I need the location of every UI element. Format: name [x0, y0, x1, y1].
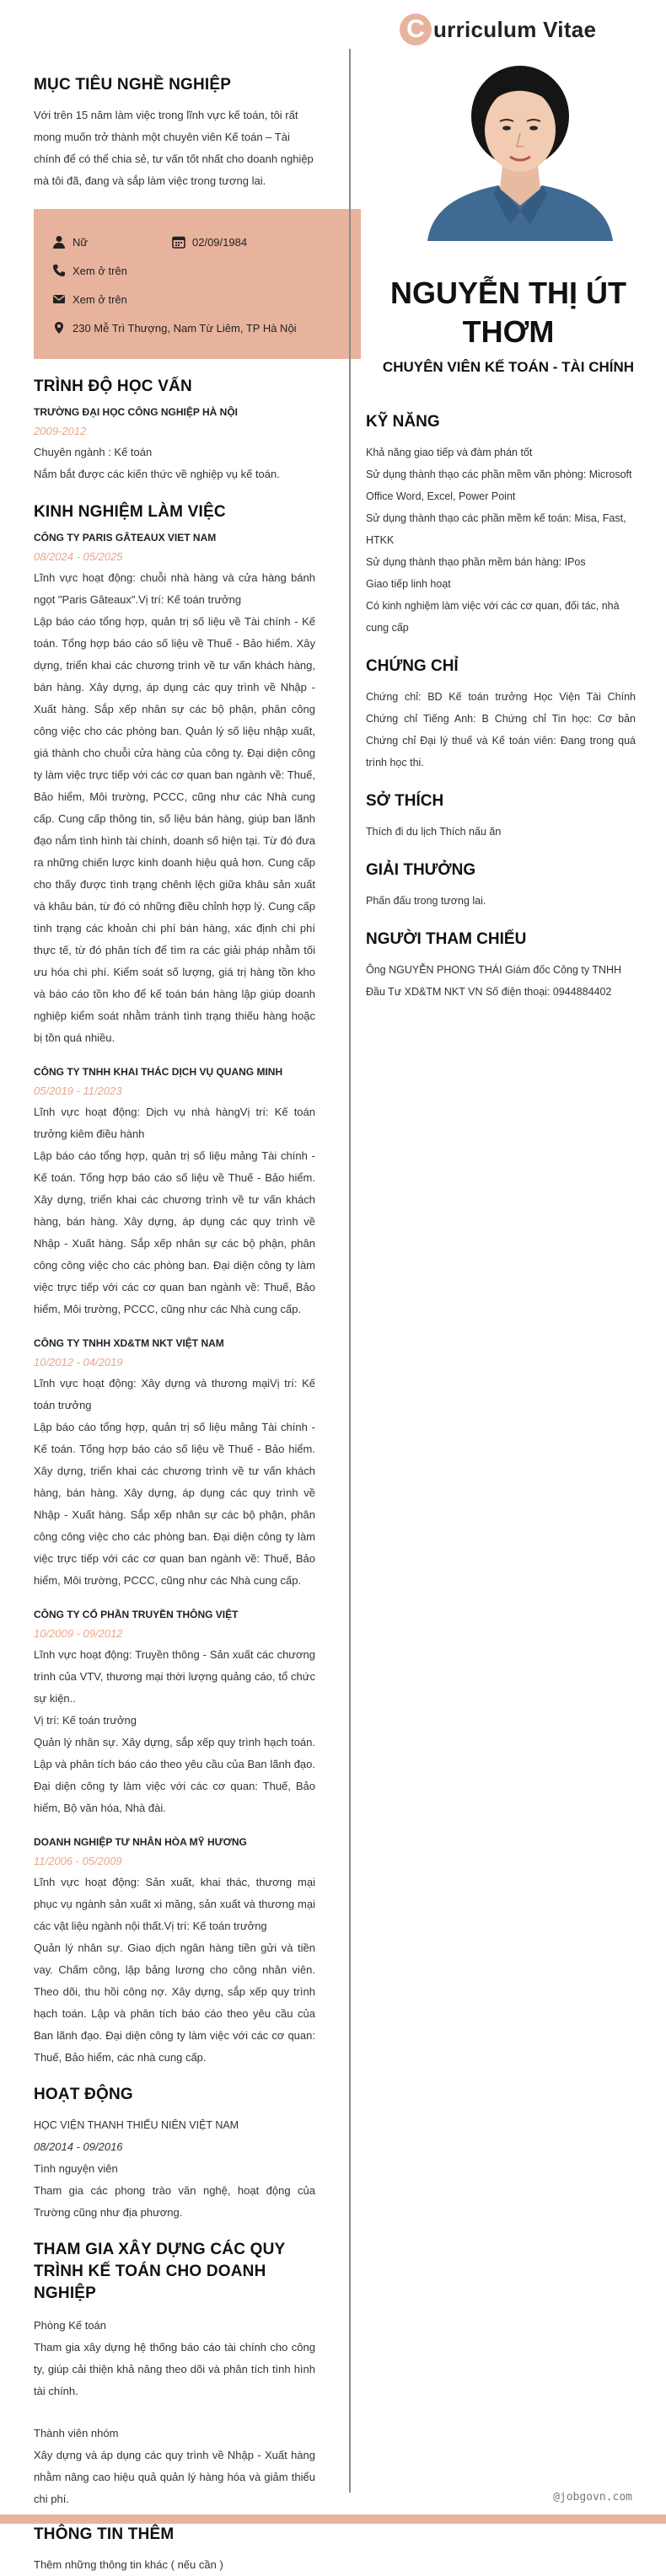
location-pin-icon: [52, 321, 66, 335]
experience-dates: 10/2012 - 04/2019: [34, 1356, 123, 1368]
education-section: [0, 378, 349, 501]
objective-title: MỤC TIÊU NGHỀ NGHIỆP: [34, 76, 232, 94]
awards-title: GIẢI THƯỞNG: [366, 861, 476, 879]
column-divider: [349, 49, 351, 2493]
skill-item: Khả năng giao tiếp và đàm phán tốt: [366, 447, 533, 458]
company-name: CÔNG TY PARIS GÂTEAUX VIET NAM: [34, 532, 217, 544]
experience-desc: Lĩnh vực hoạt động: Dịch vụ nhà hàngVị trí: Kế toán trưởng kiêm điều hành Lập báo cáo tổng hợp, quản trị số liệu mảng Tài chính - Kế toán. Tổng hợp báo cáo số liệu về Thuế - Bảo hiểm. Xây dựng, triển khai các chương trình về tư vấn khách hàng, bán hàng. Xây dựng, áp dụng các quy trình về Nhập - Xuất hàng. Sắp xếp nhân sự các bộ phận, phân công công việc cho các phòng ban. Đại diện công ty làm việc trực tiếp với các cơ quan ban ngành về: Thuế, Bảo hiểm, Môi trường, PCCC, cũng như các Nhà cung cấp.: [34, 1106, 315, 1315]
address-value: 230 Mễ Trì Thượng, Nam Từ Liêm, TP Hà Nội: [73, 321, 297, 335]
awards-section: [366, 861, 636, 912]
awards-text: Phấn đấu trong tương lai.: [366, 895, 486, 907]
job-title: CHUYÊN VIÊN KẾ TOÁN - TÀI CHÍNH: [382, 359, 635, 375]
other-info-text: Thêm những thông tin khác ( nếu cần ): [34, 2558, 223, 2571]
other-info-title: THÔNG TIN THÊM: [34, 2525, 175, 2543]
skill-item: Sử dụng thành thạo các phần mềm kế toán: Misa, Fast, HTKK: [366, 512, 626, 546]
certificates-section: [366, 657, 636, 774]
skills-section: [366, 413, 636, 639]
full-name: NGUYỄN THỊ ÚT THƠM: [389, 276, 626, 349]
contact-email: [52, 292, 127, 306]
activity-org: HỌC VIỆN THANH THIẾU NIÊN VIỆT NAM: [34, 2119, 239, 2131]
references-section: [366, 930, 636, 1003]
site-watermark: @jobgovn.com: [553, 2491, 632, 2504]
company-name: CÔNG TY TNHH KHAI THÁC DỊCH VỤ QUANG MINH: [34, 1066, 283, 1078]
experience-desc: Lĩnh vực hoạt động: Xây dựng và thương mạiVị trí: Kế toán trưởng Lập báo cáo tổng hợp, quản trị số liệu mảng Tài chính - Kế toán. Tổng hợp báo cáo số liệu về Thuế - Bảo hiểm. Xây dựng, triển khai các chương trình về tư vấn khách hàng, bán hàng. Xây dựng, áp dụng các quy trình về Nhập - Xuất hàng. Sắp xếp nhân sự các bộ phận, phân công công việc cho các phòng ban. Đại diện công ty làm việc trực tiếp với các cơ quan ban ngành về: Thuế, Bảo hiểm, Môi trường, PCCC, cũng như các Nhà cung cấp.: [34, 1377, 315, 1587]
skill-item: Sử dụng thành thạo các phần mềm văn phòng: Microsoft Office Word, Excel, Power Point: [366, 469, 632, 502]
school-name: TRƯỜNG ĐẠI HỌC CÔNG NGHIỆP HÀ NỘI: [34, 406, 238, 418]
activity-desc: Tham gia các phong trào văn nghệ, hoạt động của Trường cũng như địa phương.: [34, 2184, 315, 2219]
hobbies-section: [366, 792, 636, 843]
bottom-accent-band: [0, 2514, 666, 2524]
company-name: DOANH NGHIỆP TƯ NHÂN HÒA MỸ HƯƠNG: [34, 1836, 247, 1848]
birthday-value: 02/09/1984: [192, 235, 248, 249]
experience-title: KINH NGHIỆM LÀM VIỆC: [34, 503, 226, 521]
portrait-image: [416, 57, 625, 241]
experience-section: [0, 503, 349, 2576]
education-entry: [34, 406, 315, 485]
experience-dates: 10/2009 - 09/2012: [34, 1627, 123, 1640]
education-dates: 2009-2012: [34, 425, 87, 437]
process-role: Phòng Kế toán: [34, 2319, 107, 2332]
experience-desc: Lĩnh vực hoạt động: chuỗi nhà hàng và cửa hàng bánh ngọt "Paris Gâteaux".Vị trí: Kế toán trưởng Lập báo cáo tổng hợp, quản trị số liệu về Tài chính - Kế toán. Tổng hợp báo cáo số liệu về Thuế - Bảo hiểm. Xây dựng, triển khai các chương trình về tư vấn khách hàng, bán hàng. Xây dựng, áp dụng các quy trình về Nhập - Xuất hàng. Sắp xếp nhân sự các bộ phận, phân công công việc cho các phòng ban. Quản lý số liệu nhập xuất, giá thành cho chuỗi cửa hàng của công ty. Đại diện công ty làm việc trực tiếp với các cơ quan ban ngành về: Thuế, Bảo hiểm, Môi trường, PCCC, cũng như các Nhà cung cấp. Cung cấp thông tin, số liệu bán hàng, giúp ban lãnh đạo nắm tình hình tài chính, doanh số hiện tại. Từ đó đưa ra những chiến lược kinh doanh hiệu quả hơn. Cung cấp cho thấy được tình trạng chênh lệch giữa khâu sản xuất và khâu bán, từ đó có những điều chỉnh hợp lý. Cung cấp tình trạng các khoản chi phí bán hàng, xác định chi phí thực tế, từ đó phân tích để tìm ra các giải pháp nhằm tối ưu hóa chi phí. Kiểm soát số lượng, giá trị hàng tồn kho và báo cáo tồn kho để kế toán bán hàng lập giúp doanh nghiệp kiểm soát nhằm tránh tình trạng thiếu hàng hoặc bị tồn quá nhiều.: [34, 571, 315, 1044]
certificates-text: Chứng chỉ: BD Kế toán trưởng Học Viện Tài Chính Chứng chỉ Tiếng Anh: B Chứng chỉ Tin học: Cơ bản Chứng chỉ Đại lý thuế và Kế toán viên: Đang trong quá trình học thi.: [366, 691, 636, 769]
experience-entry: [34, 1337, 315, 1592]
company-name: CÔNG TY CỔ PHẦN TRUYỀN THÔNG VIỆT: [34, 1609, 239, 1620]
contact-box: [34, 209, 361, 359]
contact-gender: [52, 235, 172, 249]
experience-dates: 05/2019 - 11/2023: [34, 1084, 122, 1097]
email-value: Xem ở trên: [73, 292, 127, 306]
right-column: [366, 413, 636, 1021]
email-icon: [52, 292, 66, 306]
activities-title: HOẠT ĐỘNG: [34, 2086, 133, 2103]
logo-letter: C: [400, 13, 432, 46]
experience-entry: [34, 1609, 315, 1819]
phone-icon: [52, 264, 66, 277]
contact-address: [52, 321, 297, 335]
activity-role: Tình nguyện viên: [34, 2162, 118, 2175]
process-entry: [34, 2315, 315, 2402]
objective-section: [0, 76, 349, 192]
logo-text: urriculum Vitae: [433, 16, 597, 42]
contact-birthday: [172, 235, 247, 249]
references-title: NGƯỜI THAM CHIẾU: [366, 930, 527, 948]
experience-entry: [34, 1066, 315, 1320]
hobbies-title: SỞ THÍCH: [366, 792, 444, 810]
certificates-title: CHỨNG CHỈ: [366, 657, 459, 675]
processes-title: THAM GIA XÂY DỰNG CÁC QUY TRÌNH KẾ TOÁN CHO DOANH NGHIỆP: [34, 2241, 286, 2302]
person-icon: [52, 235, 66, 249]
skill-item: Giao tiếp linh hoạt: [366, 578, 451, 590]
education-title: TRÌNH ĐỘ HỌC VẤN: [34, 378, 192, 395]
activity-entry: [34, 2114, 315, 2224]
company-name: CÔNG TY TNHH XD&TM NKT VIỆT NAM: [34, 1337, 224, 1349]
skills-title: KỸ NĂNG: [366, 413, 440, 431]
activity-dates: 08/2014 - 09/2016: [34, 2140, 123, 2153]
skill-item: Có kinh nghiệm làm việc với các cơ quan, đối tác, nhà cung cấp: [366, 600, 620, 634]
education-desc: Nắm bắt được các kiến thức về nghiệp vụ kế toán.: [34, 468, 280, 480]
objective-text: Với trên 15 năm làm việc trong lĩnh vực kế toán, tôi rất mong muốn trở thành một chuyên viên Kế toán – Tài chính để có thể chia sẻ, tư vấn tốt nhất cho doanh nghiệp mà tôi đã, đang và sắp làm việc trong tương lai.: [34, 109, 314, 187]
experience-dates: 08/2024 - 05/2025: [34, 550, 123, 563]
education-major: Chuyên ngành : Kế toán: [34, 446, 153, 458]
experience-entry: [34, 1836, 315, 2069]
experience-desc: Lĩnh vực hoạt động: Sản xuất, khai thác, thương mại phục vụ ngành sản xuất xi măng, sản xuất và thương mại các vật liệu ngành nội thất.Vị trí: Kế toán trưởng Quản lý nhân sự. Giao dịch ngân hàng tiền gửi và tiền vay. Chấm công, lập bảng lương cho công nhân viên. Theo dõi, thu hồi công nợ. Xây dựng, sắp xếp quy trình hạch toán. Lập và phân tích báo cáo theo yêu cầu của Ban lãnh đạo. Đại diện công ty làm việc với các cơ quan: Thuế, Bảo hiểm, các nhà cung cấp.: [34, 1876, 315, 2064]
phone-value: Xem ở trên: [73, 264, 127, 277]
experience-dates: 11/2006 - 05/2009: [34, 1855, 122, 1867]
cv-logo: [400, 13, 596, 46]
profile-photo: [416, 57, 625, 241]
skill-item: Sử dụng thành thạo phần mềm bán hàng: IPos: [366, 556, 586, 568]
contact-phone: [52, 264, 127, 277]
process-entry: [34, 2423, 315, 2510]
hobbies-text: Thích đi du lịch Thích nấu ăn: [366, 826, 502, 838]
process-desc: Tham gia xây dựng hệ thống báo cáo tài chính cho công ty, giúp cải thiện khả năng theo dõi và phân tích tình hình tài chính.: [34, 2341, 315, 2397]
process-role: Thành viên nhóm: [34, 2427, 119, 2439]
gender-value: Nữ: [73, 235, 89, 249]
process-desc: Xây dựng và áp dụng các quy trình về Nhập - Xuất hàng nhằm nâng cao hiệu quả quản lý hàng hóa và giảm thiểu chi phí.: [34, 2449, 315, 2505]
references-text: Ông NGUYỄN PHONG THÁI Giám đốc Công ty TNHH Đầu Tư XD&TM NKT VN Số điện thoại: 0944884402: [366, 964, 622, 998]
experience-entry: [34, 532, 315, 1049]
calendar-icon: [172, 235, 185, 249]
experience-desc: Lĩnh vực hoạt động: Truyền thông - Sản xuất các chương trình của VTV, thương mại thời lượng quảng cáo, tổ chức sự kiện.. Vị trí: Kế toán trưởng Quản lý nhân sự. Xây dựng, sắp xếp quy trình hạch toán. Lập và phân tích báo cáo theo yêu cầu của Ban lãnh đạo. Đại diện công ty làm việc với các cơ quan: Thuế, Bảo hiểm, Bộ văn hóa, Nhà đài.: [34, 1648, 315, 1814]
